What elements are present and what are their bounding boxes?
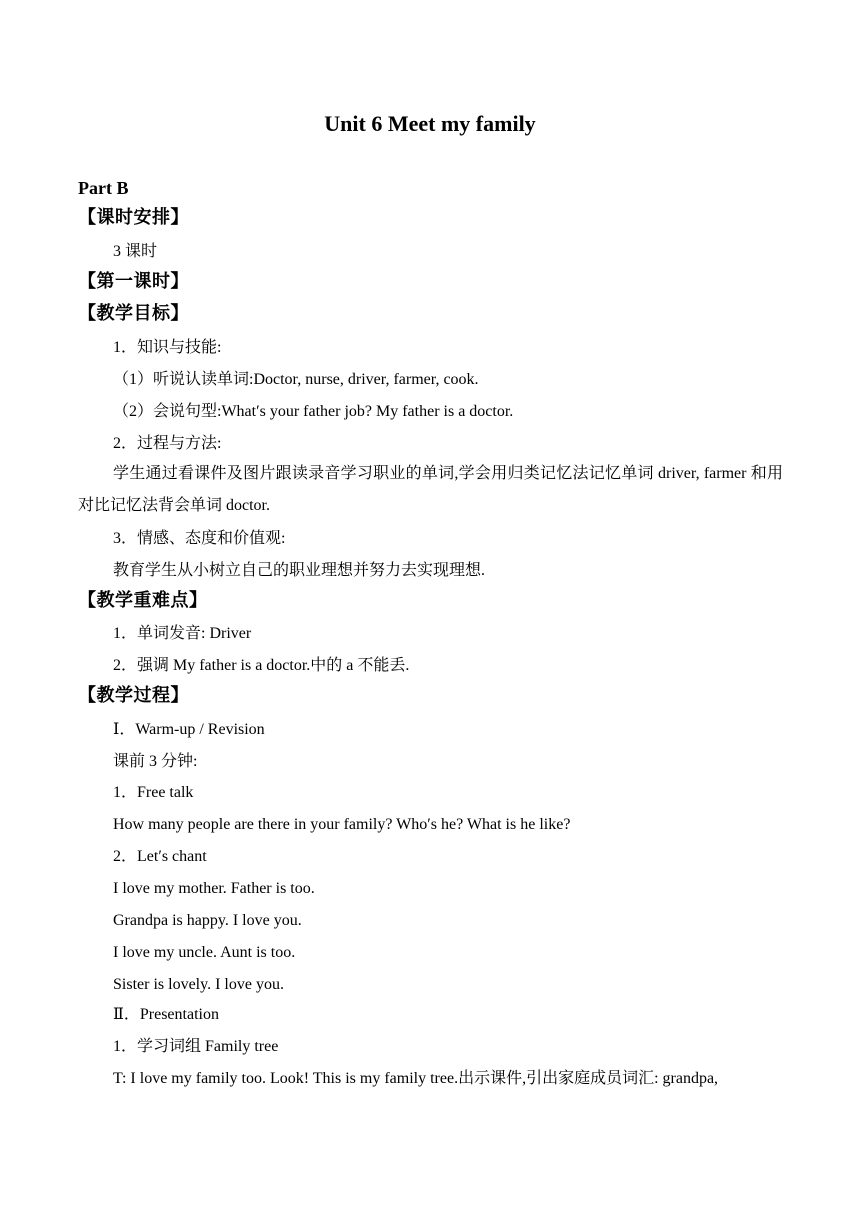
step-pre-class: 课前 3 分钟: <box>113 753 198 770</box>
heading-key-points: 【教学重难点】 <box>78 590 208 611</box>
heading-lesson-one: 【第一课时】 <box>78 271 189 292</box>
key-point-2: 2．强调 My father is a doctor.中的 a 不能丢. <box>113 657 410 674</box>
family-tree-text: T: I love my family too. Look! This is my family tree.出示课件,引出家庭成员词汇: grandpa, <box>113 1070 719 1087</box>
heading-process: 【教学过程】 <box>78 685 189 706</box>
chant-line-4: Sister is lovely. I love you. <box>113 976 284 993</box>
free-talk-text: How many people are there in your family? Who′s he? What is he like? <box>113 816 571 833</box>
step-presentation: Ⅱ．Presentation <box>113 1006 219 1023</box>
objective-3: 3．情感、态度和价值观: <box>113 530 286 547</box>
objective-2-text: 学生通过看课件及图片跟读录音学习职业的单词,学会用归类记忆法记忆单词 driver, farmer 和用对比记忆法背会单词 doctor. <box>78 465 783 514</box>
chant-line-1: I love my mother. Father is too. <box>113 880 315 897</box>
chant-line-2: Grandpa is happy. I love you. <box>113 912 302 929</box>
chant-line-3: I love my uncle. Aunt is too. <box>113 944 296 961</box>
objective-1b: （2）会说句型:What′s your father job? My father is a doctor. <box>113 403 514 420</box>
key-point-1: 1．单词发音: Driver <box>113 625 252 642</box>
objective-3-text: 教育学生从小树立自己的职业理想并努力去实现理想. <box>113 562 486 579</box>
step-free-talk: 1．Free talk <box>113 784 194 801</box>
step-chant: 2．Let′s chant <box>113 848 207 865</box>
step-warm-up: Ⅰ．Warm-up / Revision <box>113 721 265 738</box>
document-title: Unit 6 Meet my family <box>324 111 536 136</box>
objective-1: 1．知识与技能: <box>113 339 222 356</box>
heading-objectives: 【教学目标】 <box>78 303 189 324</box>
heading-schedule: 【课时安排】 <box>78 207 189 228</box>
objective-2: 2．过程与方法: <box>113 435 222 452</box>
schedule-value: 3 课时 <box>113 243 158 260</box>
step-family-tree: 1．学习词组 Family tree <box>113 1038 279 1055</box>
objective-1a: （1）听说认读单词:Doctor, nurse, driver, farmer, cook. <box>113 371 479 388</box>
section-part: Part B <box>78 178 129 198</box>
